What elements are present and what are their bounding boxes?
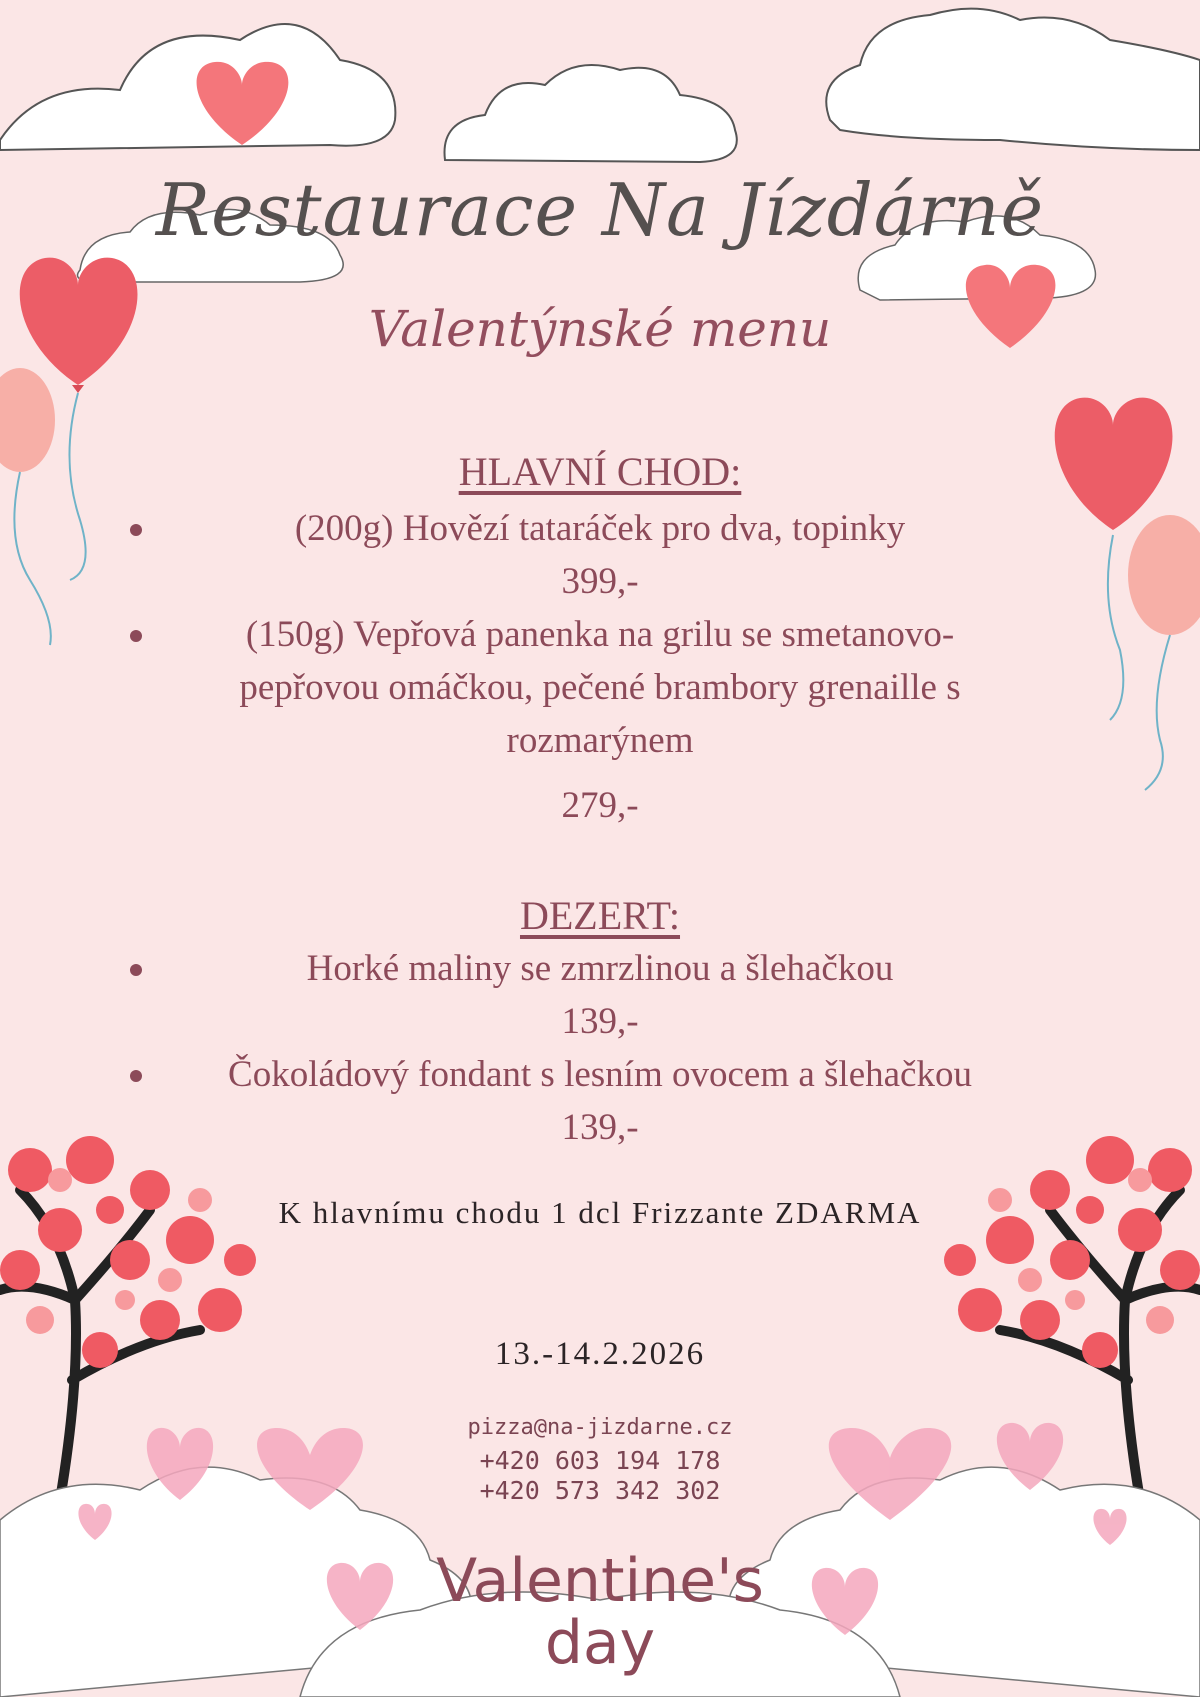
contact-phone-2[interactable]: +420 573 342 302 [479,1476,721,1505]
bullet-icon [130,524,142,536]
main-course-list [130,502,1070,832]
item-description: (200g) Hovězí tataráček pro dva, topinky [294,508,906,549]
promo-note: K hlavnímu chodu 1 dcl Frizzante ZDARMA [278,1195,922,1230]
item-description: Horké maliny se zmrzlinou a šlehačkou [306,948,894,989]
item-price: 399,- [561,561,639,602]
list-item [130,608,1070,832]
list-item [130,942,1070,1048]
dessert-heading: DEZERT: [519,893,681,938]
footer-line-2: day [544,1608,656,1678]
menu-title: Valentýnské menu [368,300,832,358]
bullet-icon [130,964,142,976]
restaurant-name: Restaurace Na Jízdárně [155,168,1045,252]
contact-phone-1[interactable]: +420 603 194 178 [479,1446,721,1475]
dessert-list [130,942,1070,1154]
item-price: 139,- [561,1107,639,1148]
list-item [130,1048,1070,1154]
footer-line-1: Valentine's [436,1546,764,1616]
bullet-icon [130,1070,142,1082]
item-description: rozmarýnem [506,720,694,761]
item-description: (150g) Vepřová panenka na grilu se smetanovo- [245,614,955,655]
list-item [130,502,1070,608]
item-description: pepřovou omáčkou, pečené brambory grenaille s [239,667,961,708]
contact-email[interactable]: pizza@na-jizdarne.cz [467,1415,733,1440]
item-description: Čokoládový fondant s lesním ovocem a šlehačkou [228,1054,972,1095]
main-course-heading: HLAVNÍ CHOD: [458,449,742,494]
item-price: 279,- [561,785,639,826]
item-price: 139,- [561,1001,639,1042]
event-date: 13.-14.2.2026 [494,1336,706,1372]
bullet-icon [130,630,142,642]
